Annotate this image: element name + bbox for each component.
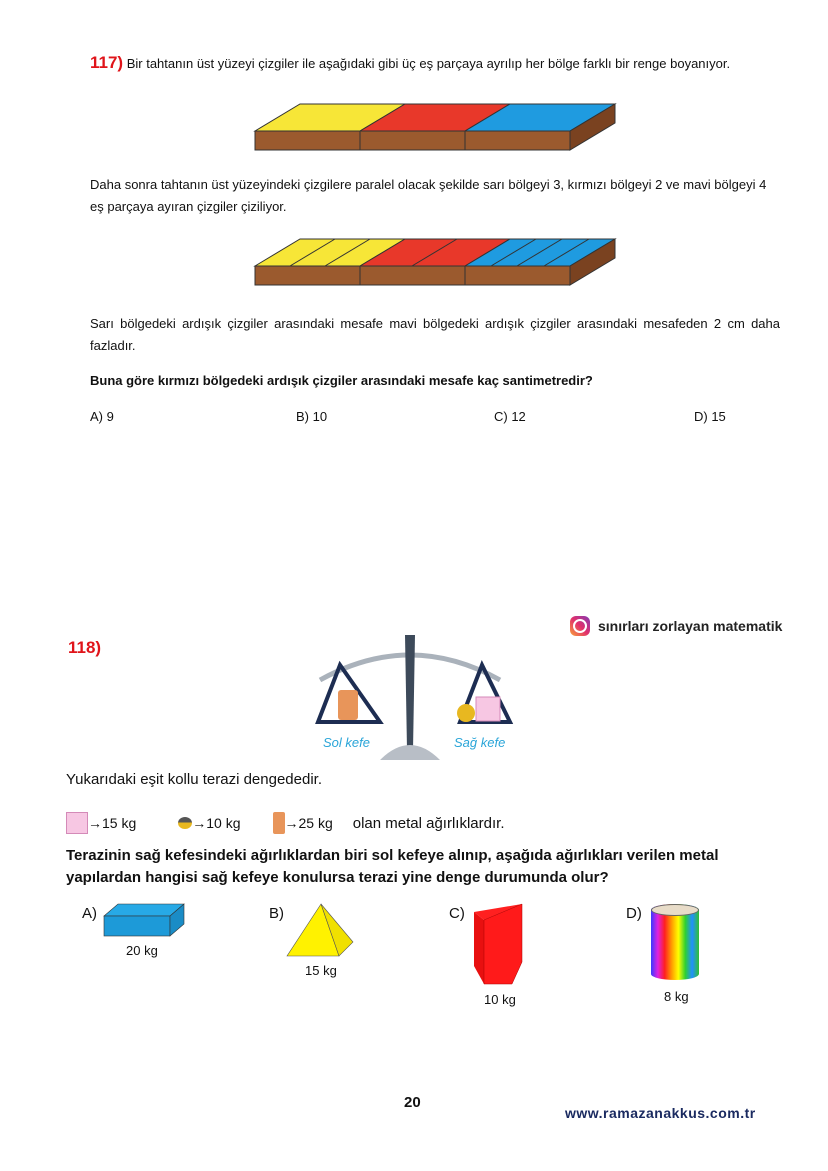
q117-number: 117) — [90, 53, 124, 72]
left-pan-label: Sol kefe — [323, 735, 370, 750]
board-subdivided — [250, 235, 625, 290]
board-three-regions — [250, 100, 625, 155]
q117-text2: Daha sonra tahtanın üst yüzeyindeki çizgilere paralel olacak şekilde sarı bölgeyi 3, kırmızı bölgeyi 2 ve mavi bölgeyi 4 eş parçaya ayıran çizgiler çiziliyor. — [90, 177, 767, 214]
q117-intro-text: Bir tahtanın üst yüzeyi çizgiler ile aşağıdaki gibi üç eş parçaya ayrılıp her bölge farklı bir renge boyanıyor. — [126, 56, 731, 71]
q117-option-c[interactable]: C) 12 — [494, 409, 526, 424]
weight-10kg-icon — [457, 704, 475, 722]
weights-suffix: olan metal ağırlıklardır. — [352, 814, 505, 832]
q117-intro — [90, 52, 790, 75]
q118-option-a-label[interactable]: A) — [82, 905, 97, 922]
q118-question: Terazinin sağ kefesindeki ağırlıklardan biri sol kefeye alınıp, aşağıda ağırlıkları verilen metal yapılardan hangisi sağ kefeye konulursa terazi yine denge durumunda olur? — [66, 847, 719, 886]
weight-10: 10 kg — [206, 815, 241, 831]
weight-15kg-icon — [476, 697, 500, 721]
right-pan-label: Sağ kefe — [454, 735, 506, 750]
pyramid-shape — [285, 902, 357, 960]
arrow-icon: → — [192, 815, 207, 831]
arrow-icon: → — [88, 815, 102, 831]
website-link[interactable]: www.ramazanakkus.com.tr — [565, 1105, 756, 1121]
q118-statement: Yukarıdaki eşit kollu terazi dengededir. — [66, 771, 322, 788]
q117-option-b[interactable]: B) 10 — [296, 409, 328, 424]
arrow-icon: → — [284, 815, 299, 831]
bar-weight-icon — [273, 812, 285, 834]
q118-option-c-label[interactable]: C) — [449, 905, 465, 922]
triangular-prism-shape — [472, 902, 532, 988]
q118-number: 118) — [68, 638, 102, 657]
instagram-icon — [570, 616, 590, 636]
q117-option-a[interactable]: A) 9 — [90, 409, 114, 424]
round-weight-icon — [178, 817, 192, 829]
q117-text3: Sarı bölgedeki ardışık çizgiler arasındaki mesafe mavi bölgedeki ardışık çizgiler arasındaki mesafeden 2 cm daha fazladır. — [90, 316, 780, 353]
q117-question: Buna göre kırmızı bölgedeki ardışık çizgiler arasındaki mesafe kaç santimetredir? — [90, 373, 593, 388]
page-number: 20 — [404, 1094, 421, 1111]
cylinder-shape — [651, 904, 699, 980]
option-c-weight: 10 kg — [484, 992, 516, 1007]
option-d-weight: 8 kg — [664, 989, 689, 1004]
q117-option-d[interactable]: D) 15 — [694, 409, 726, 424]
q118-option-b-label[interactable]: B) — [269, 905, 284, 922]
option-a-weight: 20 kg — [126, 943, 158, 958]
weight-15: 15 kg — [102, 815, 137, 831]
pink-cube-icon — [66, 812, 88, 834]
weight-25kg-icon — [338, 690, 358, 720]
rectangular-prism-shape — [100, 902, 190, 940]
brand-tag: sınırları zorlayan matematik — [570, 616, 782, 636]
weights-legend — [66, 812, 505, 834]
weight-25: 25 kg — [298, 815, 333, 831]
option-b-weight: 15 kg — [305, 963, 337, 978]
q118-option-d-label[interactable]: D) — [626, 905, 642, 922]
